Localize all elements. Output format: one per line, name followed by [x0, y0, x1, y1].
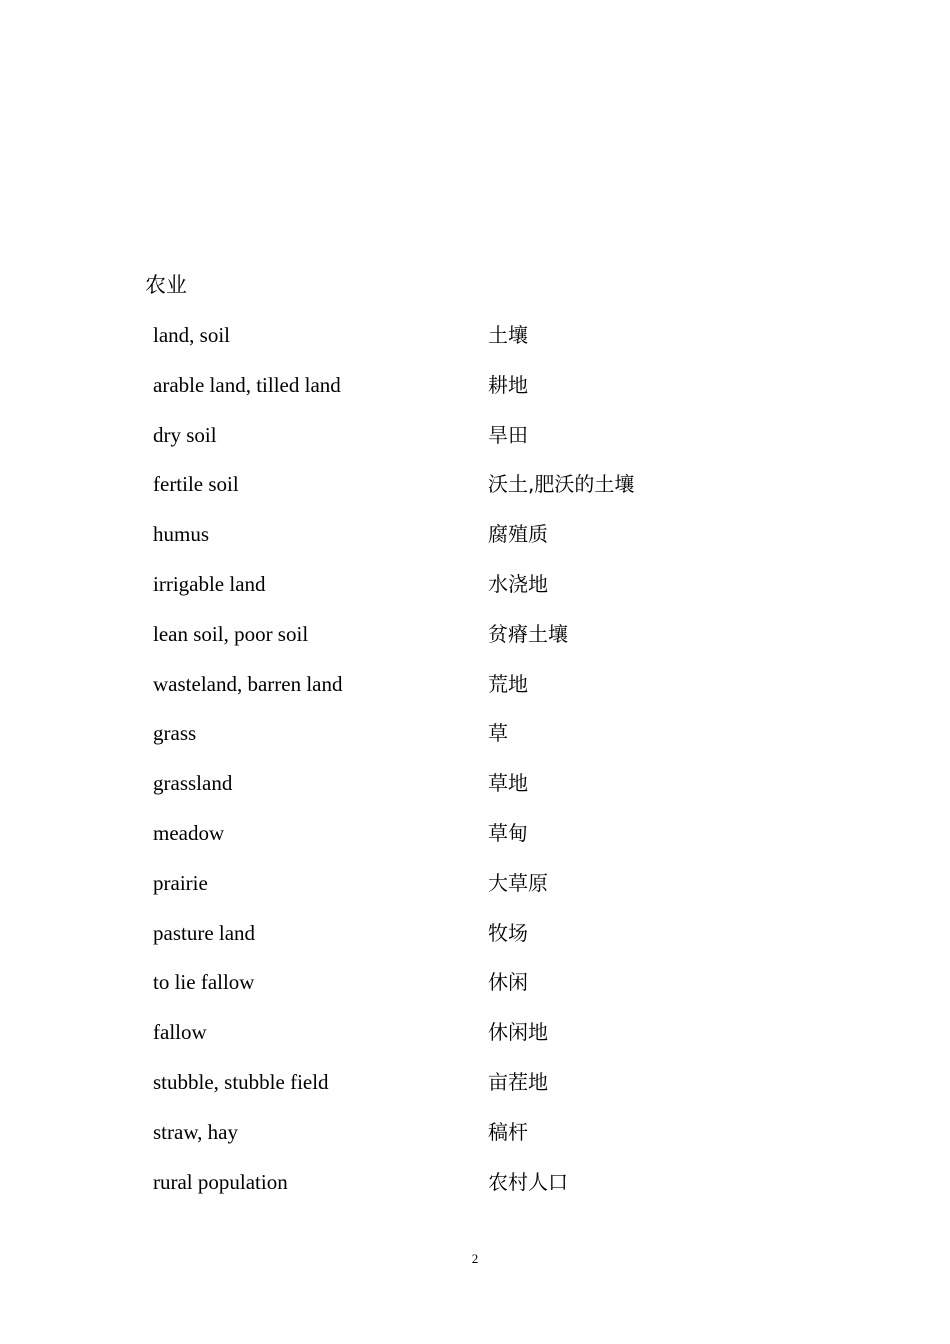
vocabulary-row: [153, 766, 833, 816]
english-term: straw, hay: [153, 1119, 238, 1144]
vocabulary-row: [153, 418, 833, 468]
english-term: irrigable land: [153, 571, 266, 596]
english-term: fertile soil: [153, 472, 239, 497]
vocabulary-row: [153, 667, 833, 717]
english-term: grass: [153, 721, 197, 746]
english-term: land, soil: [153, 323, 230, 347]
chinese-translation: 水浇地: [488, 571, 548, 596]
chinese-translation: 亩茬地: [488, 1069, 548, 1094]
vocabulary-row: [153, 1065, 833, 1115]
vocabulary-row: [153, 318, 833, 368]
chinese-translation: 草地: [488, 771, 528, 796]
chinese-translation: 贫瘠土壤: [488, 621, 568, 646]
vocabulary-row: [153, 965, 833, 1015]
english-term: rural population: [153, 1169, 288, 1194]
english-term: fallow: [153, 1020, 207, 1045]
vocabulary-row: [153, 1165, 833, 1215]
page-number: 2: [471, 1251, 479, 1266]
chinese-translation: 草: [488, 721, 508, 746]
english-term: humus: [153, 522, 210, 547]
chinese-translation: 草甸: [488, 820, 528, 845]
chinese-translation: 稿杆: [488, 1119, 528, 1144]
chinese-translation: 牧场: [488, 920, 528, 945]
chinese-translation: 沃土,肥沃的土壤: [488, 472, 635, 497]
english-term: dry soil: [153, 422, 217, 447]
english-term: prairie: [153, 870, 208, 895]
english-term: stubble, stubble field: [153, 1069, 329, 1094]
vocabulary-row: [153, 368, 833, 418]
section-title: 农业: [145, 273, 187, 297]
english-term: grassland: [153, 771, 233, 796]
vocabulary-row: [153, 1015, 833, 1065]
chinese-translation: 旱田: [488, 422, 528, 447]
english-term: meadow: [153, 820, 225, 845]
vocabulary-row: [153, 517, 833, 567]
vocabulary-row: [153, 816, 833, 866]
vocabulary-row: [153, 1115, 833, 1165]
chinese-translation: 大草原: [488, 870, 548, 895]
chinese-translation: 土壤: [488, 323, 528, 347]
vocabulary-row: [153, 866, 833, 916]
vocabulary-row: [153, 916, 833, 966]
english-term: lean soil, poor soil: [153, 621, 309, 646]
chinese-translation: 腐殖质: [488, 522, 548, 547]
chinese-translation: 休闲地: [488, 1020, 548, 1045]
vocabulary-row: [153, 567, 833, 617]
english-term: arable land, tilled land: [153, 372, 341, 397]
chinese-translation: 荒地: [488, 671, 528, 696]
vocabulary-row: [153, 467, 833, 517]
english-term: wasteland, barren land: [153, 671, 343, 696]
vocabulary-row: [153, 716, 833, 766]
english-term: to lie fallow: [153, 970, 255, 995]
chinese-translation: 耕地: [488, 372, 528, 397]
chinese-translation: 休闲: [488, 970, 528, 995]
vocabulary-list: [153, 318, 833, 1214]
english-term: pasture land: [153, 920, 256, 945]
chinese-translation: 农村人口: [488, 1169, 568, 1194]
vocabulary-row: [153, 617, 833, 667]
